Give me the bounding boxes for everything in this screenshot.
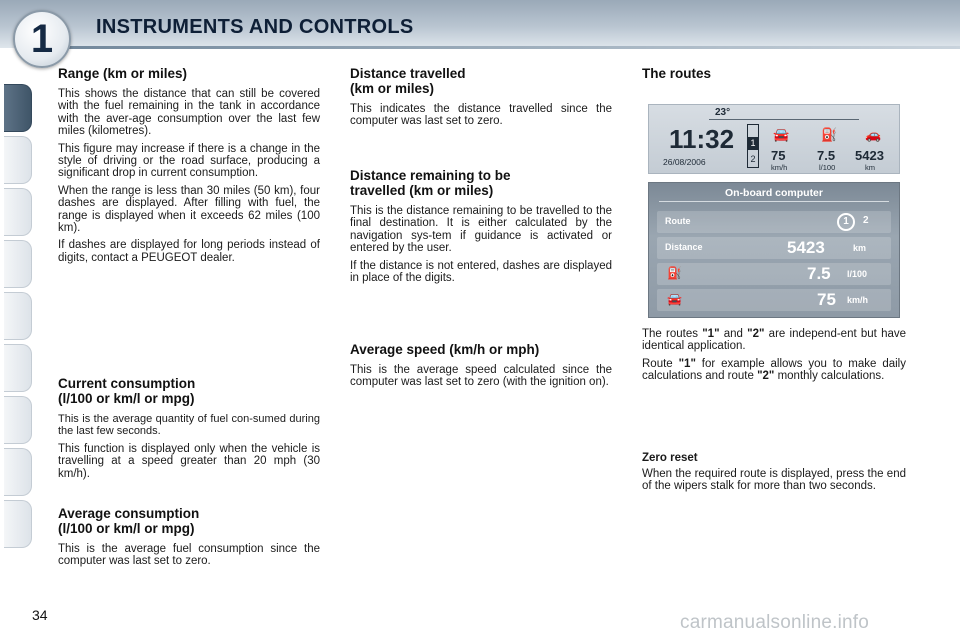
range-paragraph-1: This shows the distance that can still be covered with the fuel remaining in the tank in accordance with the aver-age consumption over the last few miles (kilometres). bbox=[58, 88, 320, 138]
speed-row bbox=[657, 289, 891, 311]
car-distance-icon: 🚗 bbox=[865, 127, 882, 142]
speed-paragraph-1: This is the average speed calculated since the computer was last set to zero (with the ignition on). bbox=[350, 364, 612, 389]
distance-row bbox=[657, 237, 891, 259]
section-distance-travelled bbox=[350, 66, 612, 133]
heading-line-2: (l/100 or km/l or mpg) bbox=[58, 521, 195, 536]
current-paragraph-1: This is the average quantity of fuel con-sumed during the last few seconds. bbox=[58, 413, 320, 438]
range-paragraph-3: When the range is less than 30 miles (50 km), four dashes are displayed. After filling with fuel, the range is displayed when it exceeds 62 miles (100 km). bbox=[58, 184, 320, 235]
side-tab-rail bbox=[0, 64, 36, 584]
text: and bbox=[719, 328, 748, 340]
routes-paragraph-2 bbox=[642, 358, 906, 383]
average-paragraph-1: This is the average fuel consumption since the computer was last set to zero. bbox=[58, 543, 320, 568]
side-tab[interactable] bbox=[4, 240, 32, 288]
heading-line-1: Average consumption bbox=[58, 506, 200, 521]
section-range bbox=[58, 66, 320, 269]
speed-unit: km/h bbox=[771, 163, 788, 172]
text: The routes bbox=[642, 328, 703, 340]
clock-time: 11:32 bbox=[669, 124, 735, 154]
consumption-unit: l/100 bbox=[819, 163, 836, 172]
title-divider bbox=[659, 201, 889, 202]
car-speed-icon: 🚘 bbox=[773, 127, 790, 142]
heading-line-1: Distance travelled bbox=[350, 66, 466, 81]
header-divider bbox=[30, 46, 960, 49]
side-tab[interactable] bbox=[4, 500, 32, 548]
route-2-option: 2 bbox=[863, 215, 869, 226]
heading-current-consumption bbox=[58, 376, 320, 406]
zero-reset-paragraph: When the required route is displayed, press the end of the wipers stalk for more than two seconds. bbox=[642, 468, 906, 493]
side-tab[interactable] bbox=[4, 448, 32, 496]
route-2-ref: "2" bbox=[747, 328, 765, 340]
range-paragraph-4: If dashes are displayed for long periods instead of digits, contact a PEUGEOT dealer. bbox=[58, 239, 320, 264]
section-average-speed bbox=[350, 342, 612, 394]
heading-distance-travelled bbox=[350, 66, 612, 96]
section-average-consumption bbox=[58, 506, 320, 573]
car-speed-icon: 🚘 bbox=[667, 292, 682, 306]
side-tab[interactable] bbox=[4, 136, 32, 184]
heading-line-2: (km or miles) bbox=[350, 81, 435, 96]
consumption-unit: l/100 bbox=[847, 269, 868, 279]
text: Route bbox=[642, 357, 679, 370]
side-tab-active[interactable] bbox=[4, 84, 32, 132]
section-zero-reset bbox=[642, 452, 906, 498]
current-paragraph-2: This function is displayed only when the vehicle is travelling at a speed greater than 20 mph (30 km/h). bbox=[58, 442, 320, 480]
speed-value: 75 bbox=[817, 290, 836, 309]
distance-value: 5423 bbox=[855, 148, 884, 163]
heading-zero-reset: Zero reset bbox=[642, 452, 698, 464]
distance-value: 5423 bbox=[787, 238, 825, 257]
section-title: INSTRUMENTS AND CONTROLS bbox=[96, 16, 414, 38]
side-tab[interactable] bbox=[4, 292, 32, 340]
heading-average-consumption bbox=[58, 506, 320, 536]
route-2-ref: "2" bbox=[757, 370, 775, 383]
column-right bbox=[642, 66, 907, 493]
heading-line-2: (l/100 or km/l or mpg) bbox=[58, 391, 195, 406]
speed-value: 75 bbox=[771, 148, 786, 163]
distance-unit: km bbox=[865, 163, 875, 172]
route-1-ref: "1" bbox=[678, 357, 696, 370]
distance-label: Distance bbox=[665, 242, 703, 252]
page-number: 34 bbox=[32, 607, 48, 623]
side-tab[interactable] bbox=[4, 188, 32, 236]
route-1-indicator: 1 bbox=[748, 137, 758, 150]
chapter-badge: 1 bbox=[13, 10, 71, 68]
display-top-bar bbox=[709, 107, 859, 120]
travelled-paragraph-1: This indicates the distance travelled since the computer was last set to zero. bbox=[350, 103, 612, 128]
heading-routes: The routes bbox=[642, 66, 712, 81]
heading-average-speed: Average speed (km/h or mph) bbox=[350, 342, 540, 357]
route-1-ref: "1" bbox=[702, 328, 720, 340]
remaining-paragraph-2: If the distance is not entered, dashes are displayed in place of the digits. bbox=[350, 259, 612, 285]
route-label: Route bbox=[665, 216, 691, 226]
section-current-consumption bbox=[58, 376, 320, 485]
text: are independ-ent but have identical application. bbox=[642, 328, 907, 353]
heading-line-1: Current consumption bbox=[58, 376, 196, 391]
consumption-value: 7.5 bbox=[807, 264, 831, 283]
remaining-paragraph-1: This is the distance remaining to be travelled to the final destination. It is either calculated by the navigation sys-tem if guidance is activated or entered by the user. bbox=[350, 205, 612, 255]
watermark: carmanualsonline.info bbox=[680, 612, 870, 633]
heading-line-2: travelled (km or miles) bbox=[350, 183, 494, 198]
onboard-computer-title: On-board computer bbox=[724, 187, 823, 199]
heading-distance-remaining bbox=[350, 168, 612, 198]
routes-paragraph-1 bbox=[642, 328, 906, 353]
text: monthly calculations. bbox=[774, 370, 885, 383]
consumption-row bbox=[657, 263, 891, 285]
consumption-value: 7.5 bbox=[817, 148, 836, 163]
fuel-pump-icon: ⛽ bbox=[821, 127, 838, 142]
outside-temperature: 23° bbox=[715, 107, 731, 118]
route-row bbox=[657, 211, 891, 233]
route-2-indicator: 2 bbox=[750, 154, 756, 164]
section-distance-remaining bbox=[350, 168, 612, 289]
route-1-selected: 1 bbox=[837, 213, 855, 231]
display-date: 26/08/2006 bbox=[663, 157, 706, 167]
text: for example allows you to make daily calculations and route bbox=[642, 357, 906, 383]
heading-line-1: Distance remaining to be bbox=[350, 168, 511, 183]
heading-range: Range (km or miles) bbox=[58, 66, 188, 81]
section-routes-text bbox=[642, 328, 906, 388]
onboard-computer-display bbox=[648, 182, 900, 318]
side-tab[interactable] bbox=[4, 344, 32, 392]
range-paragraph-2: This figure may increase if there is a change in the style of driving or the road surface, producing a significant drop in current consumption. bbox=[58, 142, 320, 180]
multifunction-display-photo bbox=[648, 104, 900, 174]
distance-unit: km bbox=[853, 243, 867, 253]
side-tab[interactable] bbox=[4, 396, 32, 444]
speed-unit: km/h bbox=[847, 295, 869, 305]
fuel-pump-icon: ⛽ bbox=[667, 266, 682, 280]
